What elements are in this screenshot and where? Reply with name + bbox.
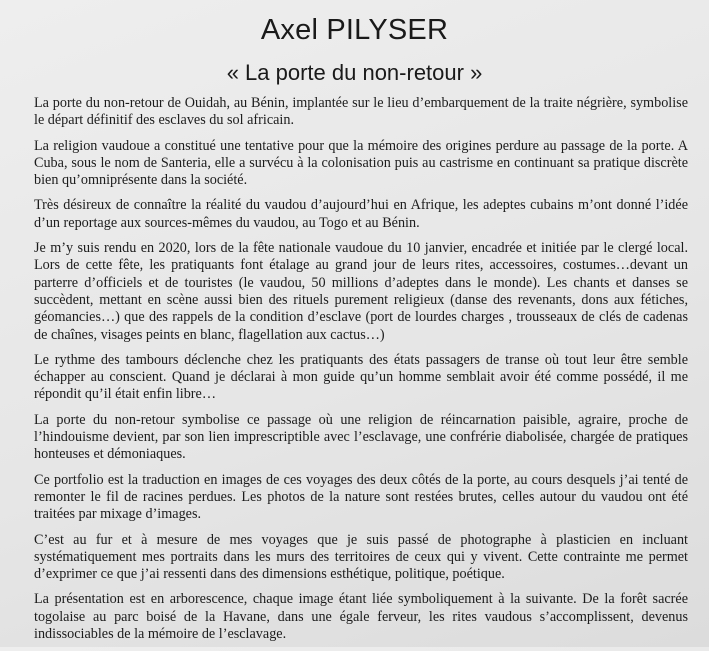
paragraph: La présentation est en arborescence, chaque image étant liée symboliquement à la suivante. De la forêt sacrée togolaise au parc boisé de la Havane, dans une égale ferveur, les rites vaudous s’accomplissent, devenus indissociables de la mémoire de l’esclavage. bbox=[34, 591, 688, 643]
paragraph: La porte du non-retour symbolise ce passage où une religion de réincarnation paisible, agraire, proche de l’hindouisme devient, par son lien imprescriptible avec l’esclavage, une confrérie diabolisée, chargée de pratiques honteuses et démoniaques. bbox=[34, 411, 688, 463]
paragraph: Très désireux de connaître la réalité du vaudou d’aujourd’hui en Afrique, les adeptes cubains m’ont donné l’idée d’un reportage aux sources-mêmes du vaudou, au Togo et au Bénin. bbox=[34, 197, 688, 231]
page-subtitle: « La porte du non-retour » bbox=[226, 60, 483, 85]
paragraph: C’est au fur et à mesure de mes voyages que je suis passé de photographe à plasticien en incluant systématiquement mes portraits dans les murs des territoires de ceux qui y vivent. Cette contrainte me permet d’exprimer ce que j’ai ressenti dans des dimensions esthétique, politique, poétique. bbox=[34, 531, 688, 583]
paragraph: La religion vaudoue a constitué une tentative pour que la mémoire des origines perdure au passage de la porte. A Cuba, sous le nom de Santeria, elle a survécu à la colonisation puis au castrisme en continuant sa pratique discrète bien qu’omniprésente dans la société. bbox=[34, 137, 688, 189]
paragraph: La porte du non-retour de Ouidah, au Bénin, implantée sur le lieu d’embarquement de la traite négrière, symbolise le départ définitif des esclaves du sol africain. bbox=[34, 95, 688, 129]
paragraph: Ce portfolio est la traduction en images de ces voyages des deux côtés de la porte, au cours desquels j’ai tenté de remonter le fil de racines perdues. Les photos de la nature sont restées brutes, celles autour du vaudou ont été traitées par mixage d’images. bbox=[34, 471, 688, 523]
article-body bbox=[34, 95, 688, 651]
page-title: Axel PILYSER bbox=[260, 14, 449, 46]
paragraph: Je m’y suis rendu en 2020, lors de la fête nationale vaudoue du 10 janvier, encadrée et initiée par le clergé local. Lors de cette fête, les pratiquants font étalage au grand jour de leurs rites, accessoires, costumes…devant un parterre d’officiels et de touristes (le vaudou, 50 millions d’adeptes dans le monde). Les chants et danses se succèdent, mettant en scène aussi bien des rituels purement religieux (danse des revenants, dons aux fétiches, géomancies…) que des rappels de la condition d’esclave (port de lourdes charges , trousseaux de clés de cadenas de chaînes, visages peints en blanc, flagellation aux cactus…) bbox=[34, 240, 688, 343]
paragraph: Le rythme des tambours déclenche chez les pratiquants des états passagers de transe où tout leur être semble échapper au conscient. Quand je déclarai à mon guide qu’un homme semblait avoir été comme possédé, il me répondit qu’il était enfin libre… bbox=[34, 351, 688, 403]
